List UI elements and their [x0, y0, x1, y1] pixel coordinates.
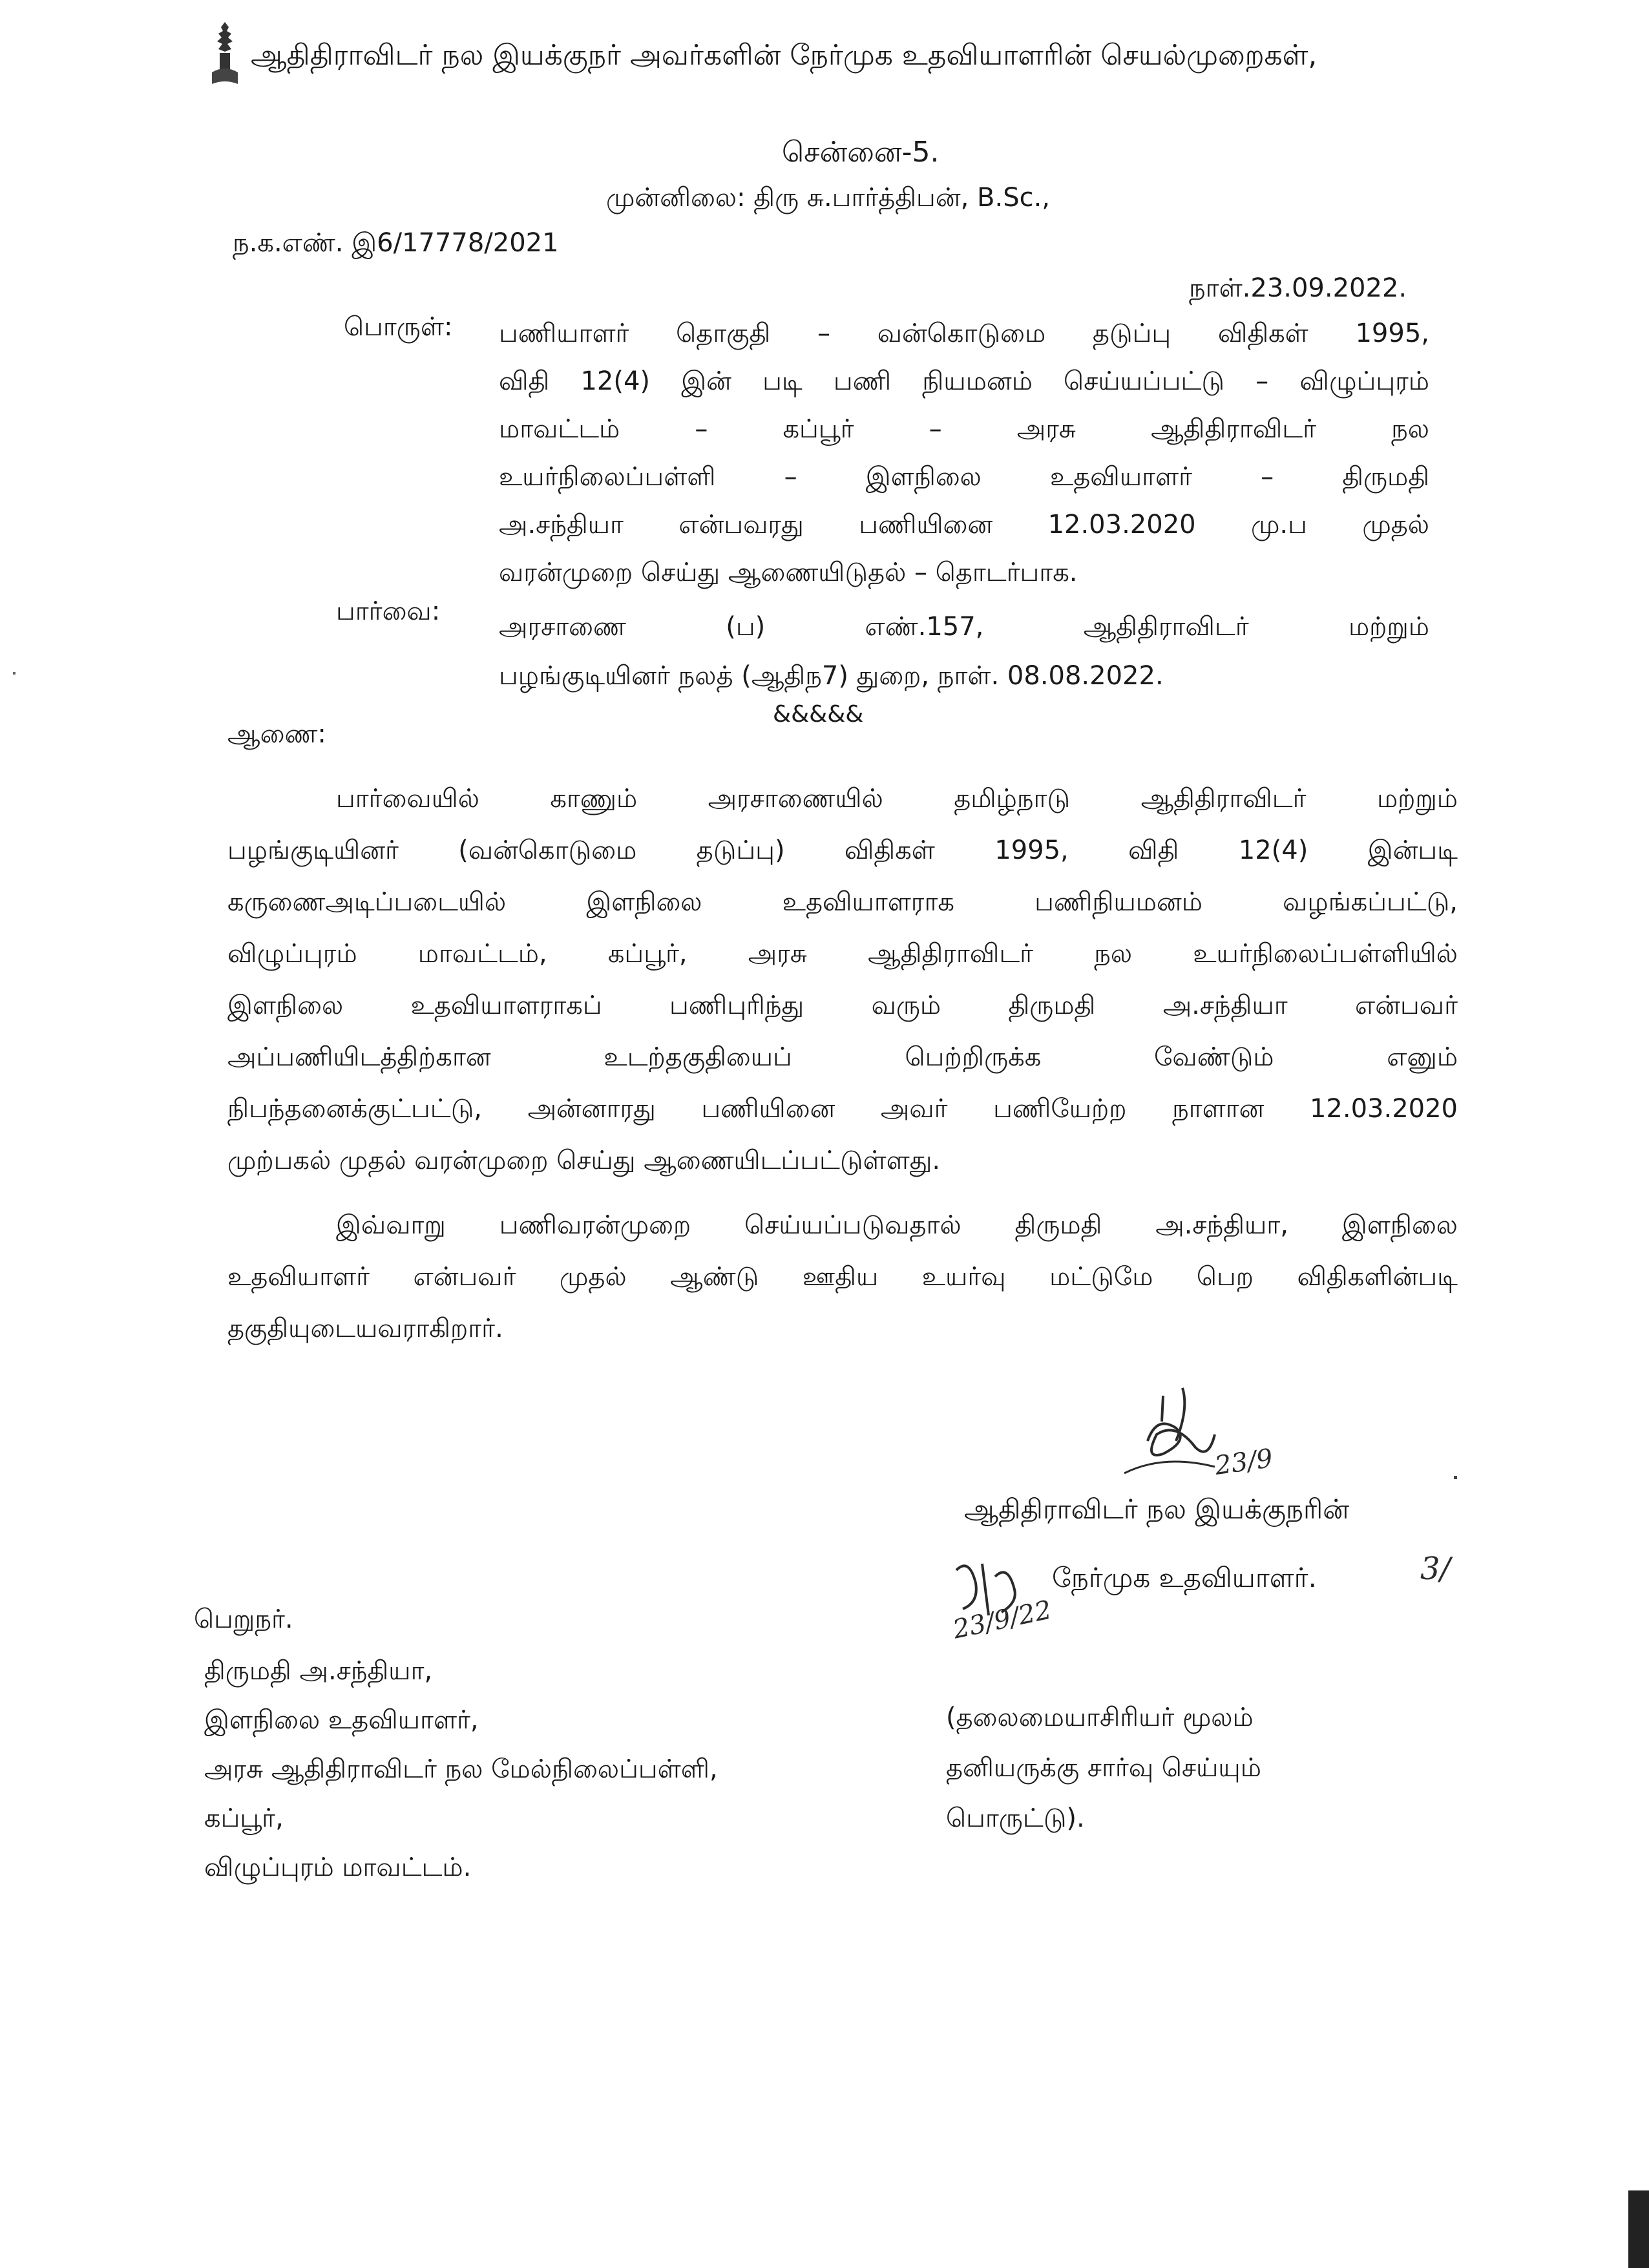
recipient-line: அரசு ஆதிதிராவிடர் நல மேல்நிலைப்பள்ளி,: [204, 1754, 718, 1784]
presence-line: முன்னிலை: திரு சு.பார்த்திபன், B.Sc.,: [606, 183, 1051, 213]
scan-speck: [13, 672, 16, 675]
subject-label: பொருள்:: [344, 312, 453, 342]
paragraph1-line: இளநிலை உதவியாளராகப் பணிபுரிந்து வரும் திருமதி அ.சந்தியா என்பவர்: [227, 991, 1458, 1020]
government-emblem-icon: [205, 19, 244, 90]
office-title-line2: சென்னை-5.: [782, 136, 940, 169]
paragraph1-line: பழங்குடியினர் (வன்கொடுமை தடுப்பு) விதிகள் 1995, விதி 12(4) இன்படி: [227, 835, 1458, 865]
forwarding-note-line: தனியருக்கு சார்வு செய்யும்: [946, 1753, 1261, 1783]
paragraph1-line: அப்பணியிடத்திற்கான உடற்தகுதியைப் பெற்றிருக்க வேண்டும் எனும்: [227, 1042, 1458, 1072]
forwarding-note-line: பொருட்டு).: [946, 1803, 1085, 1833]
order-date: நாள்.23.09.2022.: [1189, 273, 1407, 303]
recipient-line: இளநிலை உதவியாளர்,: [204, 1705, 479, 1735]
page-mark: 3/: [1420, 1551, 1451, 1587]
subject-line: விதி 12(4) இன் படி பணி நியமனம் செய்யப்பட்டு – விழுப்புரம்: [499, 366, 1429, 396]
reference-line: பழங்குடியினர் நலத் (ஆதிந7) துறை, நாள். 08.08.2022.: [499, 661, 1164, 691]
paragraph1-line: கருணைஅடிப்படையில் இளநிலை உதவியாளராக பணிநியமனம் வழங்கப்பட்டு,: [227, 887, 1458, 917]
reference-label: பார்வை:: [336, 596, 441, 626]
paragraph1-line: நிபந்தனைக்குட்பட்டு, அன்னாரது பணியினை அவர் பணியேற்ற நாளான 12.03.2020: [227, 1094, 1458, 1124]
subject-line: அ.சந்தியா என்பவரது பணியினை 12.03.2020 மு.ப முதல்: [499, 510, 1429, 540]
reference-line: அரசாணை (ப) எண்.157, ஆதிதிராவிடர் மற்றும்: [499, 612, 1429, 642]
paragraph1-line: விழுப்புரம் மாவட்டம், கப்பூர், அரசு ஆதிதிராவிடர் நல உயர்நிலைப்பள்ளியில்: [227, 939, 1458, 969]
subject-line: உயர்நிலைப்பள்ளி – இளநிலை உதவியாளர் – திருமதி: [499, 462, 1429, 492]
recipient-line: திருமதி அ.சந்தியா,: [204, 1656, 433, 1686]
office-title-line1: ஆதிதிராவிடர் நல இயக்குநர் அவர்களின் நேர்முக உதவியாளரின் செயல்முறைகள்,: [251, 39, 1318, 72]
recipient-line: கப்பூர்,: [204, 1803, 284, 1833]
signatory-line2: நேர்முக உதவியாளர்.: [1052, 1562, 1317, 1593]
paragraph2-line: உதவியாளர் என்பவர் முதல் ஆண்டு ஊதிய உயர்வு மட்டுமே பெற விதிகளின்படி: [227, 1262, 1458, 1292]
forwarding-note-line: (தலைமையாசிரியர் மூலம்: [946, 1703, 1254, 1732]
paragraph2-line: தகுதியுடையவராகிறார்.: [227, 1314, 503, 1343]
separator: &&&&&: [773, 701, 864, 728]
order-label: ஆணை:: [227, 719, 326, 749]
paragraph1-line: முற்பகல் முதல் வரன்முறை செய்து ஆணையிடப்பட்டுள்ளது.: [227, 1146, 941, 1175]
paragraph1-line: பார்வையில் காணும் அரசாணையில் தமிழ்நாடு ஆதிதிராவிடர் மற்றும்: [336, 784, 1458, 814]
paragraph2-line: இவ்வாறு பணிவரன்முறை செய்யப்படுவதால் திருமதி அ.சந்தியா, இளநிலை: [336, 1210, 1458, 1240]
signature-date: 23/9: [1213, 1443, 1275, 1482]
reference-number: ந.க.எண். இ6/17778/2021: [233, 228, 559, 258]
subject-line: வரன்முறை செய்து ஆணையிடுதல் – தொடர்பாக.: [499, 558, 1078, 587]
scan-edge-mark: [1628, 2190, 1649, 2268]
scan-speck: [1454, 1476, 1457, 1479]
recipient-label: பெறுநர்.: [194, 1604, 293, 1634]
recipient-line: விழுப்புரம் மாவட்டம்.: [204, 1853, 472, 1882]
initials-date: 23/9/22: [950, 1595, 1055, 1645]
subject-line: பணியாளர் தொகுதி – வன்கொடுமை தடுப்பு விதிகள் 1995,: [499, 319, 1429, 348]
signatory-line1: ஆதிதிராவிடர் நல இயக்குநரின்: [964, 1493, 1349, 1525]
signature-icon: [1086, 1383, 1357, 1512]
subject-line: மாவட்டம் – கப்பூர் – அரசு ஆதிதிராவிடர் நல: [499, 414, 1429, 444]
